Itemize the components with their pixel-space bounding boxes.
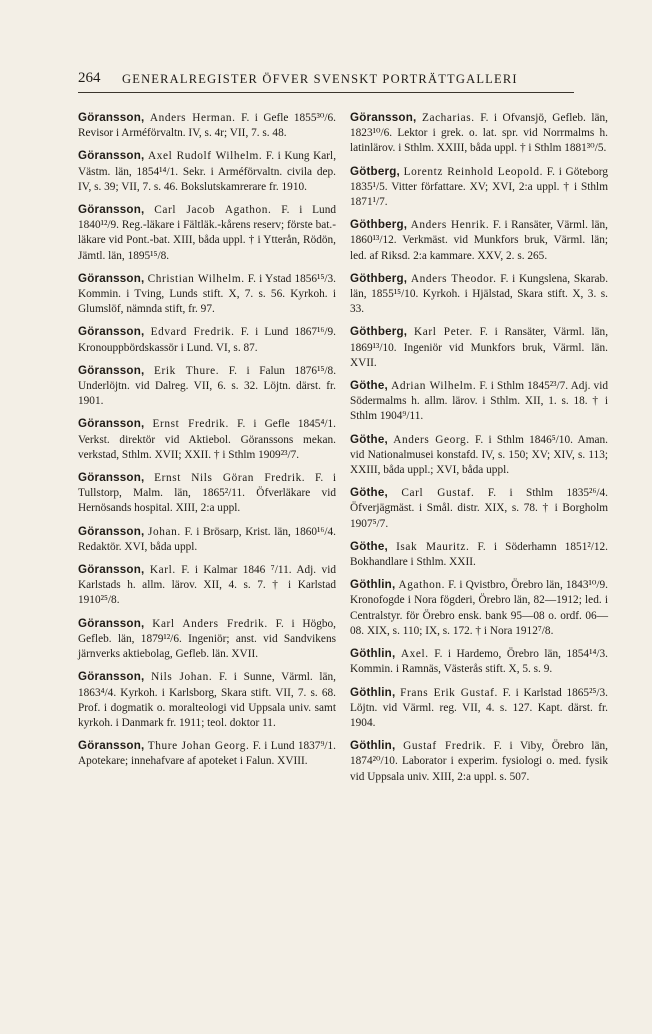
entry-given-names: Anders Georg. bbox=[393, 433, 470, 446]
entry-surname: Göthe, bbox=[350, 486, 388, 500]
register-entry bbox=[78, 524, 336, 555]
entry-surname: Göthlin, bbox=[350, 647, 396, 661]
entry-given-names: Lorentz Reinhold Leopold. bbox=[403, 165, 544, 178]
register-entry bbox=[350, 539, 608, 570]
entry-given-names: Gustaf Fredrik. bbox=[403, 740, 486, 753]
entry-given-names: Frans Erik Gustaf. bbox=[400, 686, 498, 699]
entry-details: F. i Sthlm 1846⁵/10. Aman. vid Nationalmusei konstafd. IV, s. 150; XV; XIV, s. 113; XXIII, båda uppl.; XVI, båda uppl. bbox=[350, 433, 608, 477]
entry-given-names: Christian Wilhelm. bbox=[147, 272, 245, 285]
entry-details: F. i Kung Karl, Västm. län, 1854¹⁴/1. Sekr. i Arméförvaltn. civila dep. IV, s. 39; VII, 7. s. 46. Bokslutskamrerare fr. 1910. bbox=[78, 150, 337, 193]
entry-given-names: Karl Peter. bbox=[413, 326, 473, 339]
entry-details: F. i Hardemo, Örebro län, 1854¹⁴/3. Kommin. i Ramnäs, Västerås stift. X, 5. s. 9. bbox=[350, 648, 609, 676]
entry-surname: Göthberg, bbox=[350, 271, 408, 285]
entry-details: F. i Ransäter, Värml. län, 1869¹³/10. Ingeniör vid Munkfors bruk, Värml. län. XVII. bbox=[350, 326, 609, 369]
entry-surname: Göthe, bbox=[350, 379, 388, 393]
entry-details: F. i Karlstad 1865²⁵/3. Löjtn. vid Värml. reg. VII, 4. s. 127. Kapt. därst. fr. 1904. bbox=[350, 686, 609, 729]
entry-given-names: Karl. bbox=[149, 564, 176, 577]
entry-details: F. i Gefle 1855³⁰/6. Revisor i Arméförvaltn. IV, s. 4r; VII, 7. s. 48. bbox=[78, 112, 337, 140]
entry-surname: Göransson, bbox=[78, 417, 145, 431]
entry-given-names: Johan. bbox=[148, 525, 181, 538]
register-entry bbox=[78, 271, 336, 318]
running-title: GENERALREGISTER ÖFVER SVENSKT PORTRÄTTGALLERI bbox=[122, 72, 518, 86]
entry-given-names: Anders Theodor. bbox=[410, 272, 497, 285]
entry-surname: Göthberg, bbox=[350, 218, 408, 232]
entry-surname: Göransson, bbox=[78, 271, 145, 285]
page-number: 264 bbox=[78, 70, 101, 86]
entry-details: F. i Ransäter, Värml. län, 1860¹³/12. Verkmäst. vid Munkfors bruk, Värml. län; led. af Riksd. 2:a kammare. XXV, 2. s. 265. bbox=[350, 219, 609, 262]
entry-surname: Göthlin, bbox=[350, 578, 396, 592]
entry-given-names: Agathon. bbox=[398, 579, 446, 592]
entry-given-names: Ernst Fredrik. bbox=[152, 418, 229, 431]
entry-surname: Göransson, bbox=[78, 203, 145, 217]
entry-details: F. i Falun 1876¹⁵/8. Underlöjtn. vid Dalreg. VII, 6. s. 32. Löjtn. därst. fr. 1901. bbox=[78, 364, 337, 408]
entry-surname: Göransson, bbox=[78, 111, 145, 124]
left-column bbox=[78, 110, 336, 792]
entry-given-names: Nils Johan. bbox=[151, 671, 213, 684]
entry-surname: Göransson, bbox=[78, 524, 145, 538]
entry-given-names: Anders Henrik. bbox=[410, 219, 490, 232]
entry-details: F. i Lund 1840¹²/9. Reg.-läkare i Fältläk.-kårens reserv; förste bat.-läkare vid Pont.-bat. XIII, båda uppl. † i Ytterån, Rödön, Jämtl. län, 1895¹⁵/8. bbox=[78, 204, 336, 262]
right-column bbox=[350, 110, 608, 792]
entry-surname: Göthlin, bbox=[350, 685, 396, 699]
register-entry bbox=[350, 685, 608, 732]
entry-details: F. i Viby, Örebro län, 1874²⁰/10. Laborator i experim. fysiologi o. med. fysik vid Uppsala univ. XIII, 2:a uppl. s. 507. bbox=[350, 740, 608, 783]
entry-surname: Göransson, bbox=[78, 363, 145, 377]
page-header bbox=[78, 70, 574, 93]
entry-details: F. i Sunne, Värml. län, 1863⁴/4. Kyrkoh. i Karlsborg, Skara stift. VII, 7. s. 68. Prof. i dogmatik o. moralteologi vid Uppsala univ. samt kyrkoh. i Danmark fr. 1911; teol. doktor 11. bbox=[78, 671, 337, 729]
entry-given-names: Edvard Fredrik. bbox=[150, 326, 235, 339]
entry-surname: Göransson, bbox=[78, 563, 145, 577]
entry-details: F. i Lund 1837⁹/1. Apotekare; innehafvare af apoteket i Falun. XVIII. bbox=[78, 740, 337, 768]
register-entry bbox=[78, 562, 336, 609]
entry-surname: Göransson, bbox=[78, 670, 145, 684]
entry-details: F. i Kalmar 1846 ⁷/11. Adj. vid Karlstads h. allm. lärov. XII, 4. s. 7. † i Karlstad 1910²⁵/8. bbox=[78, 564, 336, 607]
entry-given-names: Adrian Wilhelm. bbox=[391, 380, 477, 393]
entry-given-names: Carl Gustaf. bbox=[401, 487, 475, 500]
register-entry bbox=[350, 485, 608, 532]
entry-given-names: Karl Anders Fredrik. bbox=[152, 617, 268, 630]
entry-surname: Göransson, bbox=[78, 471, 145, 485]
entry-details: F. i Ystad 1856¹⁵/3. Kommin. i Tving, Lunds stift. X, 7. s. 56. Kyrkoh. i Glumslöf, nämnda stift, fr. 97. bbox=[78, 272, 336, 316]
entry-details: F. i Sthlm 1845²³/7. Adj. vid Södermalms h. allm. lärov. i Sthlm. XII, 1. s. 18. † i Sthlm 1904⁹/11. bbox=[350, 380, 608, 423]
register-entry bbox=[350, 432, 608, 479]
entry-surname: Göthe, bbox=[350, 539, 388, 553]
entry-surname: Göransson, bbox=[350, 111, 417, 124]
register-entry bbox=[350, 164, 608, 211]
register-entry bbox=[78, 616, 336, 663]
entry-given-names: Erik Thure. bbox=[154, 364, 220, 377]
register-entry bbox=[78, 148, 336, 195]
register-columns bbox=[78, 110, 608, 792]
entry-given-names: Zacharias. bbox=[421, 112, 475, 124]
register-entry bbox=[350, 324, 608, 371]
entry-surname: Götberg, bbox=[350, 164, 400, 178]
register-entry bbox=[78, 738, 336, 769]
register-entry bbox=[350, 646, 608, 677]
entry-surname: Göransson, bbox=[78, 149, 145, 163]
entry-details: F. i Kungslena, Skarab. län, 1855¹⁵/10. Kyrkoh. i Hjälstad, Skara stift. X, 3. s. 33. bbox=[350, 272, 609, 316]
entry-details: F. i Lund 1867¹⁶/9. Kronouppbördskassör i Lund. VI, s. 87. bbox=[78, 326, 336, 354]
entry-details: F. i Qvistbro, Örebro län, 1843¹⁰/9. Kronofogde i Nora fögderi, Örebro län, 82—1912; led. i Centralstyr. för Örebro ensk. bank 95—08 o. ordf. 06—08. XIX, s. 110; IX, s. 172. † i Nora 1912⁷/8. bbox=[350, 579, 608, 637]
entry-surname: Göthberg, bbox=[350, 325, 408, 339]
register-entry bbox=[78, 669, 336, 731]
register-entry bbox=[350, 271, 608, 318]
entry-details: F. i Högbo, Gefleb. län, 1879¹²/6. Ingeniör; anst. vid Sandvikens järnverks aktiebolag, Gefleb. län. XVII. bbox=[78, 617, 336, 661]
register-entry bbox=[350, 110, 608, 157]
register-entry bbox=[350, 738, 608, 785]
entry-details: F. i Brösarp, Krist. län, 1860¹⁶/4. Redaktör. XVI, båda uppl. bbox=[78, 525, 336, 553]
entry-details: F. i Gefle 1845⁴/1. Verkst. direktör vid Aktiebol. Göranssons mekan. verkstad, Sthlm. XVII; XXII. † i Sthlm 1909²³/7. bbox=[78, 418, 336, 461]
entry-given-names: Axel. bbox=[400, 648, 429, 661]
entry-surname: Göransson, bbox=[78, 616, 145, 630]
entry-surname: Göransson, bbox=[78, 739, 145, 753]
register-entry bbox=[78, 110, 336, 141]
entry-given-names: Anders Herman. bbox=[149, 112, 236, 124]
register-entry bbox=[78, 202, 336, 264]
register-entry bbox=[78, 363, 336, 410]
entry-details: F. i Sthlm 1835²⁶/4. Öfverjägmäst. i Smål. distr. XIX, s. 78. † i Borgholm 1907⁵/7. bbox=[350, 487, 608, 530]
entry-surname: Göthe, bbox=[350, 432, 388, 446]
register-entry bbox=[350, 217, 608, 264]
entry-details: F. i Göteborg 1835¹/5. Vitter författare. XV; XVI, 2:a uppl. † i Sthlm 1871¹/7. bbox=[350, 165, 609, 209]
register-entry bbox=[78, 470, 336, 517]
register-entry bbox=[78, 416, 336, 463]
entry-given-names: Ernst Nils Göran Fredrik. bbox=[154, 472, 306, 485]
entry-surname: Göthlin, bbox=[350, 739, 396, 753]
entry-surname: Göransson, bbox=[78, 325, 145, 339]
entry-given-names: Axel Rudolf Wilhelm. bbox=[148, 150, 263, 163]
entry-given-names: Carl Jacob Agathon. bbox=[154, 204, 272, 217]
register-entry bbox=[78, 324, 336, 355]
entry-details: F. i Tullstorp, Malm. län, 1865²/11. Öfverläkare vid Hernösands hospital. XIII, 2:a uppl. bbox=[78, 472, 336, 515]
register-entry bbox=[350, 378, 608, 425]
entry-details: F. i Ofvansjö, Gefleb. län, 1823¹⁰/6. Lektor i grek. o. lat. spr. vid Norrmalms h. latinlärov. i Sthlm. XXIII, båda uppl. † i Sthlm 1881³⁰/5. bbox=[350, 112, 609, 155]
entry-given-names: Thure Johan Georg. bbox=[147, 740, 250, 753]
entry-details: F. i Söderhamn 1851²/12. Bokhandlare i Sthlm. XXII. bbox=[350, 540, 608, 569]
entry-given-names: Isak Mauritz. bbox=[396, 540, 470, 553]
register-entry bbox=[350, 577, 608, 639]
